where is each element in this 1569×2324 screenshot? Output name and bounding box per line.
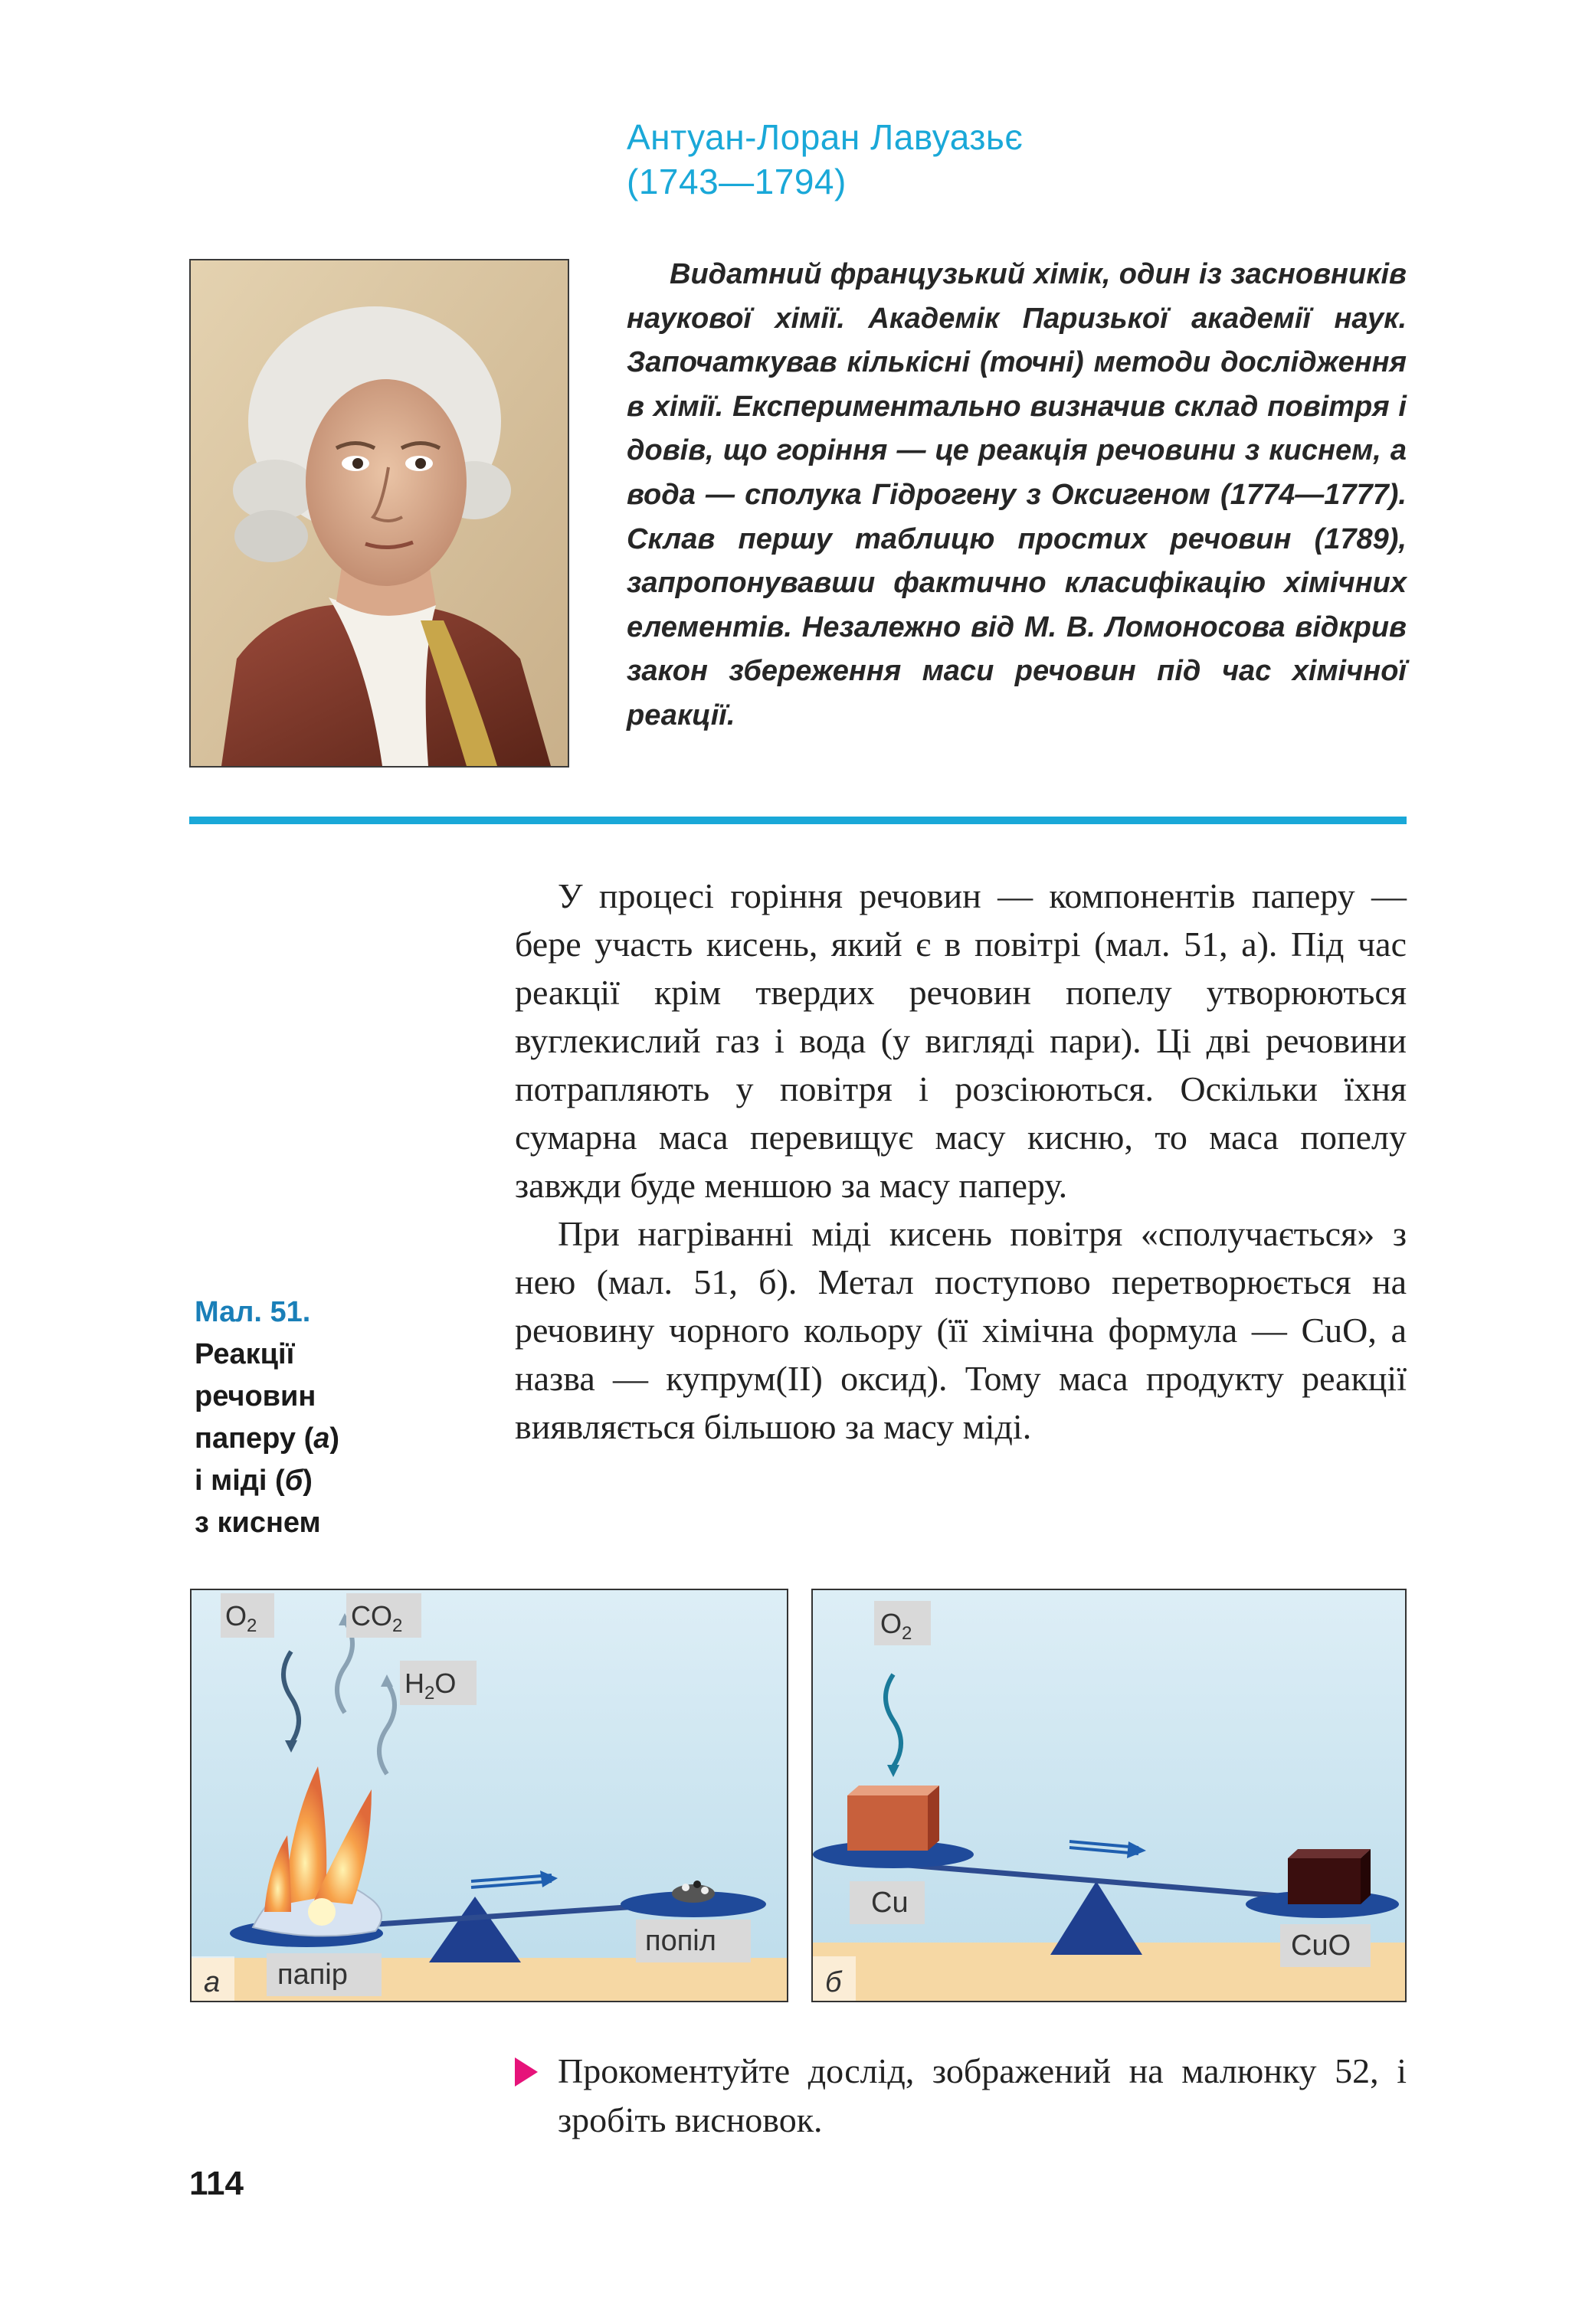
caption-line: з киснем: [195, 1507, 321, 1539]
caption-line: речовин: [195, 1380, 316, 1412]
play-arrow-icon: [515, 2057, 538, 2087]
page-number: 114: [189, 2165, 244, 2202]
oxygen-label-a: $O_2$: [225, 1600, 257, 1636]
caption-line: паперу (а): [195, 1422, 340, 1455]
main-text: [515, 872, 1407, 1451]
task-text: Прокоментуйте дослід, зображений на малюнку 52, і зробіть висновок.: [558, 2051, 1407, 2139]
copper-label: Cu: [871, 1887, 909, 1919]
figure-caption: [195, 1291, 424, 1544]
caption-line: і міді (б): [195, 1465, 313, 1497]
scientist-years: (1743—1794): [627, 162, 847, 201]
biography-heading: [627, 115, 1023, 204]
section-divider: [189, 817, 1407, 824]
figure-letter-a: а: [204, 1966, 221, 1998]
oxygen-label-b: $O_2$: [880, 1608, 912, 1644]
paragraph-copper-heating: При нагріванні міді кисень повітря «сполучається» з нею (мал. 51, б). Метал поступово перетворюється на речовину чорного кольору (її хімічна формула — CuO, а назва — купрум(II) оксид). Тому маса продукту реакції виявляється більшою за масу міді.: [515, 1214, 1407, 1446]
figure-a-paper-burning: [190, 1589, 788, 2002]
ash-label: попіл: [645, 1925, 716, 1957]
water-label: $H_2O$: [405, 1668, 457, 1704]
task-prompt: [515, 2047, 1407, 2145]
copper-oxide-label: CuO: [1291, 1930, 1351, 1962]
scientist-name: Антуан-Лоран Лавуазьє: [627, 117, 1024, 157]
figure-letter-b: б: [825, 1966, 842, 1998]
figure-b-copper-heating: [811, 1589, 1407, 2002]
caption-line: Реакції: [195, 1338, 295, 1370]
biography-text: Видатний французький хімік, один із засновників наукової хімії. Академік Паризької академії наук. Започаткував кількісні (точні) методи дослідження в хімії. Експериментально визначив склад повітря і довів, що горіння — це реакція речовини з киснем, а вода — сполука Гідрогену з Оксигеном (1774—1777). Склав першу таблицю простих речовин (1789), запропонувавши фактично класифікацію хімічних елементів. Незалежно від М. В. Ломоносова відкрив закон збереження маси речовин під час хімічної реакції.: [627, 258, 1407, 732]
paragraph-paper-burning: У процесі горіння речовин — компонентів паперу — бере участь кисень, який є в повітрі (мал. 51, а). Під час реакції крім твердих речовин попелу утворюються вуглекислий газ і вода (у вигляді пари). Ці дві речовини потрапляють у повітря і розсіюються. Оскільки їхня сумарна маса перевищує масу кисню, то маса попелу завжди буде меншою за масу паперу.: [515, 876, 1407, 1205]
paper-label: папір: [277, 1959, 348, 1991]
scientist-portrait: [189, 259, 569, 768]
carbon-dioxide-label: $CO_2$: [351, 1600, 403, 1636]
caption-title: Мал. 51.: [195, 1296, 311, 1328]
portrait-illustration: [191, 260, 568, 766]
